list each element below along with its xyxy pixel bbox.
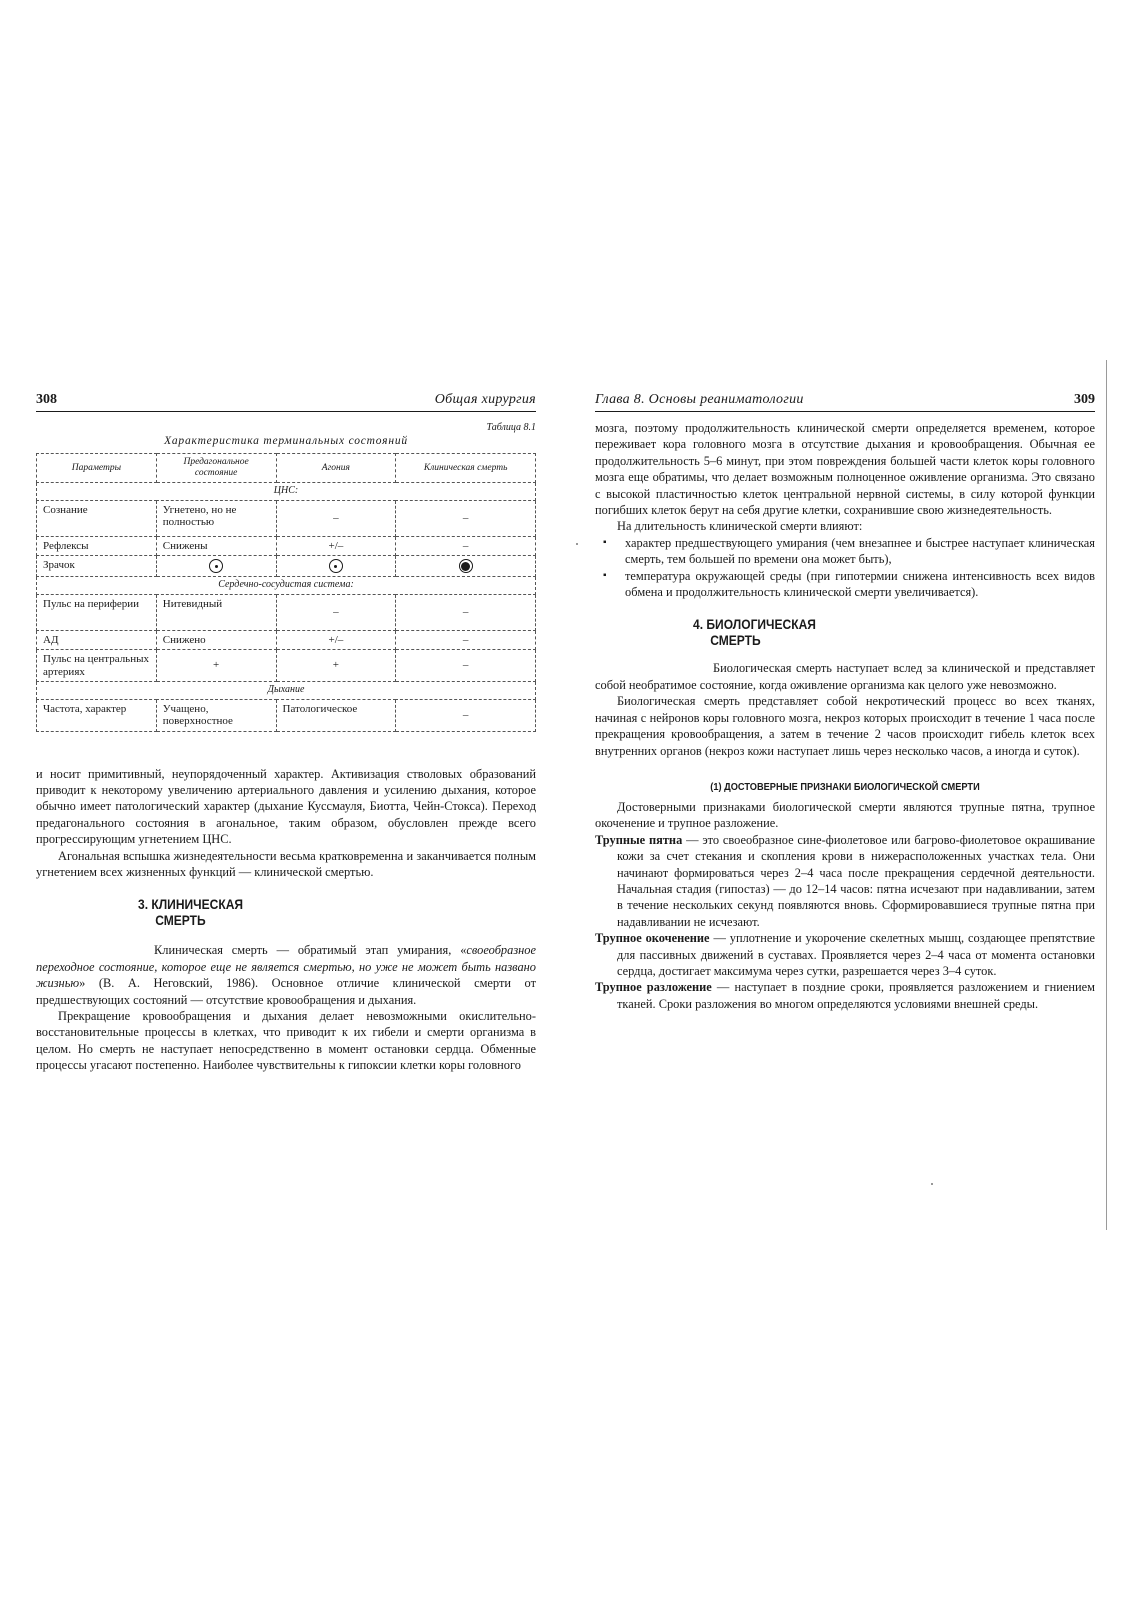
table-cell: Рефлексы bbox=[37, 536, 157, 556]
table-cell: Снижено bbox=[156, 630, 276, 650]
table-cell: АД bbox=[37, 630, 157, 650]
table-cell: – bbox=[396, 650, 536, 682]
table-section-cardio: Сердечно-сосудистая система: bbox=[37, 577, 536, 595]
table-cell: + bbox=[276, 650, 396, 682]
table-row bbox=[37, 556, 536, 577]
page-number: 308 bbox=[36, 392, 57, 407]
table-cell: – bbox=[396, 536, 536, 556]
right-body-text-3 bbox=[595, 799, 1095, 832]
paragraph: и носит примитивный, неупорядоченный характер. Активизация стволовых образований приводит к некоторому увеличению артериального давления и усилению дыхания, которое обычно имеет патологический характер (дыхание Куссмауля, Биотта, Чейн-Стокса). Переход предагонального состояния в агональное, таким образом, обусловлен прежде всего прогрессирующим угнетением ЦНС. bbox=[36, 766, 536, 847]
text-span: » (В. А. Неговский, 1986). Основное отличие клинической смерти от предшествующих состояний — отсутствие кровообращения и дыхания. bbox=[36, 976, 536, 1007]
heading-line: 3. КЛИНИЧЕСКАЯ bbox=[138, 896, 244, 913]
table-header: Клиническая смерть bbox=[396, 454, 536, 483]
subsection-heading: (1) ДОСТОВЕРНЫЕ ПРИЗНАКИ БИОЛОГИЧЕСКОЙ СМЕРТИ bbox=[710, 780, 980, 793]
table-cell bbox=[156, 556, 276, 577]
paragraph: мозга, поэтому продолжительность клинической смерти определяется временем, которое переживает кора головного мозга в отсутствие дыхания и кровообращения. Обычная ее продолжительность 5–6 минут, при этом повреждения большей части клеток коры головного мозга еще обратимы, что делает возможным полноценное оживление организма. Это связано с высокой пластичностью клеток центральной нервной системы, в силу которой функции погибших клеток берут на себя другие клетки, сохранившие свою жизнедеятельность. bbox=[595, 421, 1095, 518]
paragraph: Агональная вспышка жизнедеятельности весьма кратковременна и заканчивается полным угнетением всех жизненных функций — клинической смертью. bbox=[36, 848, 536, 879]
table-row bbox=[37, 650, 536, 682]
table-row bbox=[37, 699, 536, 731]
narrow-pupil-icon bbox=[329, 559, 343, 573]
definition-item bbox=[595, 832, 1095, 930]
list-item: ▪ характер предшествующего умирания (чем внезапнее и быстрее наступает клиническая смерть, тем большей по времени она может быть), bbox=[595, 535, 1095, 568]
table-cell: – bbox=[396, 630, 536, 650]
table-row bbox=[37, 594, 536, 630]
running-title: Глава 8. Основы реаниматологии bbox=[595, 392, 804, 407]
paragraph: Биологическая смерть наступает вслед за клинической и представляет собой необратимое состояние, когда оживление организма как целого уже невозможно. bbox=[595, 661, 1095, 692]
table-row bbox=[37, 630, 536, 650]
table-row bbox=[37, 536, 536, 556]
table-cell: Учащено, поверхностное bbox=[156, 699, 276, 731]
table-cell: – bbox=[396, 500, 536, 536]
table-cell bbox=[396, 556, 536, 577]
quote-italic: своеобразное переходное состояние, которое еще не является смертью, но уже не может быть названо жизнью bbox=[36, 943, 536, 991]
scan-speck bbox=[576, 543, 578, 545]
definition-item bbox=[595, 930, 1095, 979]
table-row bbox=[37, 500, 536, 536]
table-cell: – bbox=[396, 699, 536, 731]
paragraph: Достоверными признаками биологической смерти являются трупные пятна, трупное окоченение и трупное разложение. bbox=[595, 799, 1095, 831]
dilated-pupil-icon bbox=[459, 559, 473, 573]
table-header: Параметры bbox=[37, 454, 157, 483]
paragraph bbox=[36, 942, 536, 1008]
table-header-row bbox=[37, 454, 536, 483]
table-cell: – bbox=[396, 594, 536, 630]
table-cell: Патологическое bbox=[276, 699, 396, 731]
page-number: 309 bbox=[1074, 392, 1095, 407]
table-cell: +/– bbox=[276, 630, 396, 650]
table-cell: Зрачок bbox=[37, 556, 157, 577]
table-cell: + bbox=[156, 650, 276, 682]
table-cell: Снижены bbox=[156, 536, 276, 556]
left-running-head bbox=[36, 392, 536, 412]
table-cell: Сознание bbox=[37, 500, 157, 536]
table-number: Таблица 8.1 bbox=[486, 422, 536, 433]
table-cell: Пульс на центральных артериях bbox=[37, 650, 157, 682]
list-item: ▪ температура окружающей среды (при гипотермии снижена интенсивность всех видов обмена и продолжительность клинической смерти увеличивается). bbox=[595, 568, 1095, 601]
table-cell bbox=[276, 556, 396, 577]
table-cell: – bbox=[276, 594, 396, 630]
heading-line: 4. БИОЛОГИЧЕСКАЯ bbox=[693, 616, 816, 633]
heading-line: СМЕРТЬ bbox=[710, 632, 761, 649]
table-section-breathing: Дыхание bbox=[37, 682, 536, 700]
table-caption: Характеристика терминальных состояний bbox=[164, 435, 408, 447]
narrow-pupil-icon bbox=[209, 559, 223, 573]
text-span: Клиническая смерть — обратимый этап умирания, « bbox=[154, 943, 467, 958]
table-header: Предагональное состояние bbox=[156, 454, 276, 483]
right-body-text-2 bbox=[595, 660, 1095, 758]
left-page bbox=[36, 392, 536, 1182]
table-cell: Пульс на периферии bbox=[37, 594, 157, 630]
definition-item bbox=[595, 979, 1095, 1012]
left-body-text-2 bbox=[36, 942, 536, 1073]
paragraph: Биологическая смерть представляет собой некротический процесс во всех тканях, начиная с нейронов коры головного мозга, некроз которых происходит в течение 1 часа после прекращения кровообращения, а затем в течение 2 часов происходит гибель клеток всех внутренних органов (некроз кожи наступает лишь через несколько часов, а иногда и суток). bbox=[595, 694, 1095, 758]
table-cell: Нитевидный bbox=[156, 594, 276, 630]
term-text: — уплотнение и укорочение скелетных мышц, создающее препятствие для пассивных движений в суставах. Проявляется через 2–4 часа от момента остановки сердца, достигает максимума через сутки, разрешается через 3–4 суток. bbox=[617, 931, 1095, 978]
factors-list bbox=[595, 535, 1095, 601]
heading-line: СМЕРТЬ bbox=[155, 912, 206, 929]
terminal-states-table bbox=[36, 453, 536, 732]
right-body-text bbox=[595, 420, 1095, 535]
table-cell: Частота, характер bbox=[37, 699, 157, 731]
table-section-cns: ЦНС: bbox=[37, 483, 536, 501]
term: Трупное разложение bbox=[595, 980, 712, 995]
term-text: — наступает в поздние сроки, проявляется разложением и гниением тканей. Сроки разложения во многом определяются условиями внешней среды. bbox=[617, 980, 1095, 1011]
table-cell: +/– bbox=[276, 536, 396, 556]
term: Трупное окоченение bbox=[595, 931, 710, 946]
scan-speck bbox=[931, 1183, 933, 1185]
paragraph: Прекращение кровообращения и дыхания делает невозможными окислительно-восстановительные процессы в клетках, что приводит к их гибели и смерти организма в целом. Но смерть не наступает непосредственно в момент остановки сердца. Обменные процессы угасают постепенно. Наиболее чувствительны к гипоксии клетки коры головного bbox=[36, 1008, 536, 1073]
term: Трупные пятна bbox=[595, 832, 683, 847]
table-header: Агония bbox=[276, 454, 396, 483]
paragraph: На длительность клинической смерти влияют: bbox=[617, 519, 863, 534]
table-cell: Угнетено, но не полностью bbox=[156, 500, 276, 536]
right-page bbox=[595, 392, 1095, 1182]
page-edge-line bbox=[1106, 360, 1107, 1230]
table-cell: – bbox=[276, 500, 396, 536]
right-running-head bbox=[595, 392, 1095, 412]
running-title: Общая хирургия bbox=[434, 392, 536, 407]
section-heading-4 bbox=[693, 616, 1039, 648]
term-text: — это своеобразное сине-фиолетовое или багрово-фиолетовое окрашивание кожи за счет стекания и скопления крови в нижерасположенных участках тела. Они начинают формироваться через 2–4 часа после прекращения сердечной деятельности. Начальная стадия (гипостаз) — до 12–14 часов: пятна исчезают при надавливании, затем в течение нескольких секунд появляются вновь. Сформировавшиеся трупные пятна при надавливании не исчезают. bbox=[617, 832, 1096, 929]
left-body-text bbox=[36, 766, 536, 881]
section-heading-3 bbox=[138, 896, 480, 928]
